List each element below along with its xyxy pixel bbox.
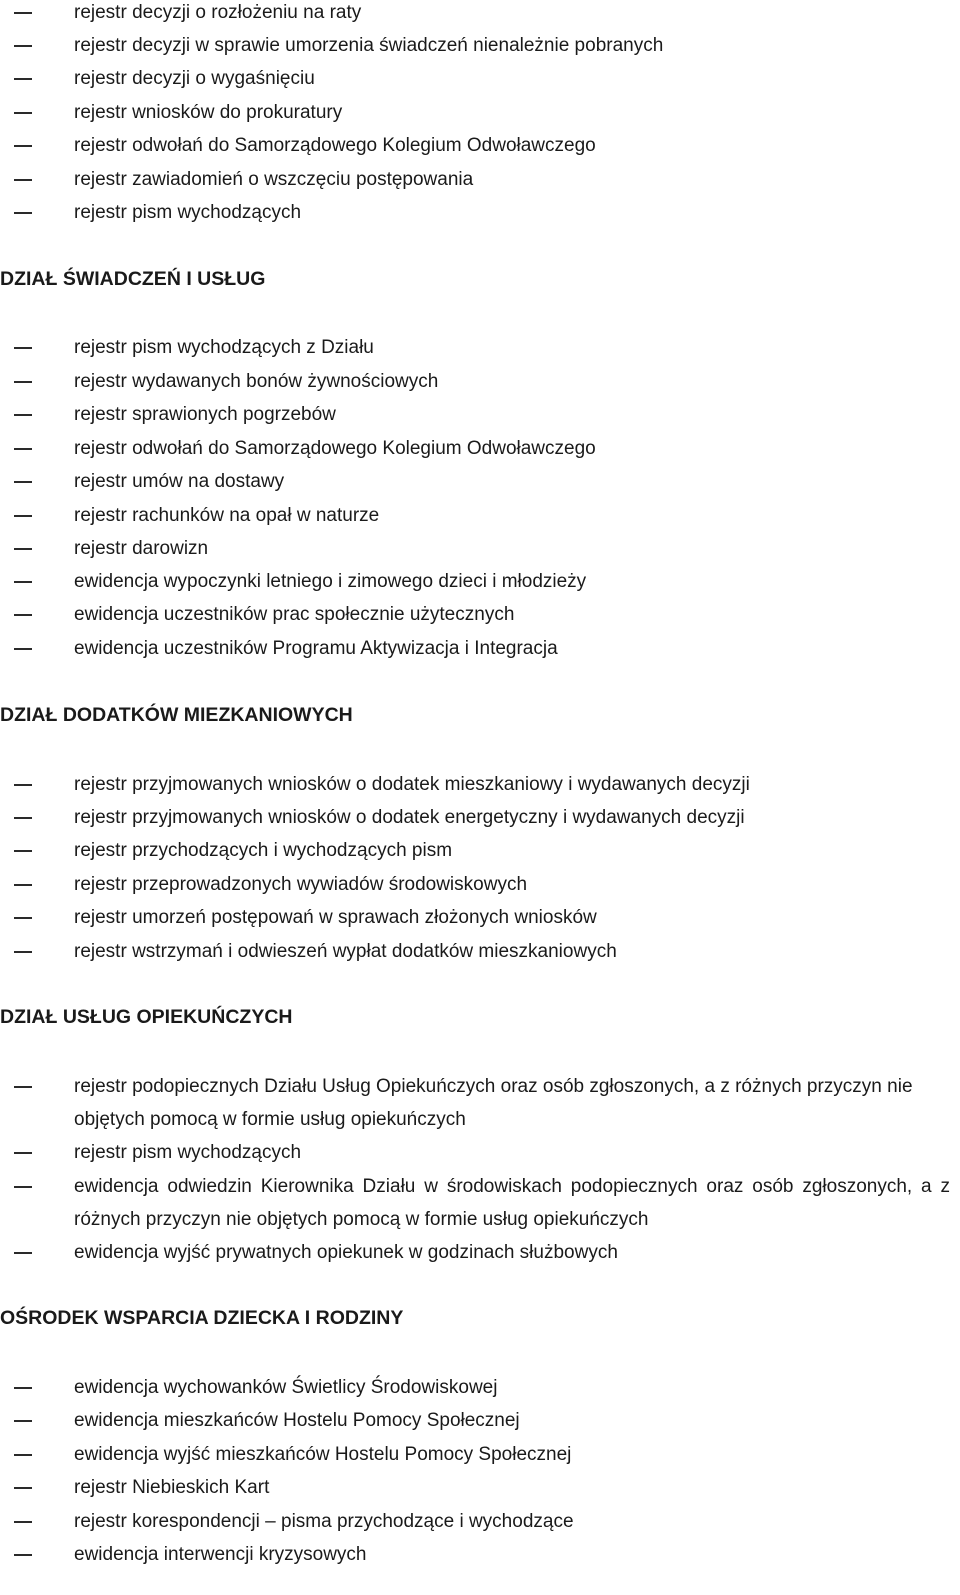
dash-bullet-icon — [14, 1521, 32, 1523]
dash-bullet-icon — [14, 784, 32, 786]
list-item: rejestr pism wychodzących z Działu — [0, 331, 960, 364]
dash-bullet-icon — [14, 1186, 32, 1188]
list-item: ewidencja uczestników Programu Aktywizacja i Integracja — [0, 632, 960, 665]
list-item: ewidencja wychowanków Świetlicy Środowiskowej — [0, 1371, 960, 1404]
list-item: rejestr sprawionych pogrzebów — [0, 398, 960, 431]
dash-bullet-icon — [14, 112, 32, 114]
list-item: rejestr zawiadomień o wszczęciu postępowania — [0, 163, 960, 196]
list-item: rejestr przyjmowanych wniosków o dodatek energetyczny i wydawanych decyzji — [0, 801, 960, 834]
list-item: ewidencja wypoczynki letniego i zimowego dzieci i młodzieży — [0, 565, 960, 598]
list-item: rejestr pism wychodzących — [0, 1136, 960, 1169]
dash-bullet-icon — [14, 1420, 32, 1422]
list-item: rejestr odwołań do Samorządowego Kolegium Odwoławczego — [0, 129, 960, 162]
dash-bullet-icon — [14, 481, 32, 483]
dash-bullet-icon — [14, 850, 32, 852]
dash-bullet-icon — [14, 1152, 32, 1154]
dash-bullet-icon — [14, 1487, 32, 1489]
dash-bullet-icon — [14, 179, 32, 181]
list-item: ewidencja interwencji kryzysowych — [0, 1538, 960, 1571]
list-item: rejestr odwołań do Samorządowego Kolegium Odwoławczego — [0, 432, 960, 465]
list-item: ewidencja wyjść prywatnych opiekunek w godzinach służbowych — [0, 1236, 960, 1269]
list-item: ewidencja uczestników prac społecznie użytecznych — [0, 598, 960, 631]
list-item: rejestr decyzji w sprawie umorzenia świadczeń nienależnie pobranych — [0, 29, 960, 62]
dash-bullet-icon — [14, 614, 32, 616]
list-item: ewidencja odwiedzin Kierownika Działu w środowiskach podopiecznych oraz osób zgłoszonych, a z różnych przyczyn nie objętych pomocą w formie usług opiekuńczych — [0, 1170, 960, 1236]
list-item: rejestr decyzji o rozłożeniu na raty — [0, 0, 960, 29]
list-item: rejestr darowizn — [0, 532, 960, 565]
section-heading: DZIAŁ DODATKÓW MIEZKANIOWYCH — [0, 704, 353, 726]
dash-bullet-icon — [14, 381, 32, 383]
list-item: rejestr przyjmowanych wniosków o dodatek mieszkaniowy i wydawanych decyzji — [0, 768, 960, 801]
section-heading: DZIAŁ USŁUG OPIEKUŃCZYCH — [0, 1006, 293, 1028]
list-item: rejestr rachunków na opał w naturze — [0, 499, 960, 532]
dash-bullet-icon — [14, 917, 32, 919]
list-item: rejestr wydawanych bonów żywnościowych — [0, 365, 960, 398]
dash-bullet-icon — [14, 515, 32, 517]
list-item: rejestr decyzji o wygaśnięciu — [0, 62, 960, 95]
dash-bullet-icon — [14, 1252, 32, 1254]
section-heading: OŚRODEK WSPARCIA DZIECKA I RODZINY — [0, 1307, 404, 1329]
dash-bullet-icon — [14, 1086, 32, 1088]
list-item: rejestr wniosków do prokuratury — [0, 96, 960, 129]
dash-bullet-icon — [14, 648, 32, 650]
dash-bullet-icon — [14, 1454, 32, 1456]
list-item: rejestr przychodzących i wychodzących pism — [0, 834, 960, 867]
dash-bullet-icon — [14, 414, 32, 416]
dash-bullet-icon — [14, 548, 32, 550]
dash-bullet-icon — [14, 12, 32, 14]
list-item: ewidencja mieszkańców Hostelu Pomocy Społecznej — [0, 1404, 960, 1437]
dash-bullet-icon — [14, 145, 32, 147]
dash-bullet-icon — [14, 347, 32, 349]
dash-bullet-icon — [14, 212, 32, 214]
list-item: rejestr umów na dostawy — [0, 465, 960, 498]
section-heading: DZIAŁ ŚWIADCZEŃ I USŁUG — [0, 268, 266, 290]
dash-bullet-icon — [14, 78, 32, 80]
list-item: ewidencja wyjść mieszkańców Hostelu Pomocy Społecznej — [0, 1438, 960, 1471]
dash-bullet-icon — [14, 1554, 32, 1556]
dash-bullet-icon — [14, 951, 32, 953]
dash-bullet-icon — [14, 45, 32, 47]
list-item: rejestr podopiecznych Działu Usług Opiekuńczych oraz osób zgłoszonych, a z różnych przyczyn nie objętych pomocą w formie usług opiekuńczych — [0, 1070, 960, 1136]
list-item: rejestr Niebieskich Kart — [0, 1471, 960, 1504]
list-item: rejestr wstrzymań i odwieszeń wypłat dodatków mieszkaniowych — [0, 935, 960, 968]
dash-bullet-icon — [14, 884, 32, 886]
list-item: rejestr korespondencji – pisma przychodzące i wychodzące — [0, 1505, 960, 1538]
dash-bullet-icon — [14, 581, 32, 583]
list-item: rejestr umorzeń postępowań w sprawach złożonych wniosków — [0, 901, 960, 934]
list-item: rejestr przeprowadzonych wywiadów środowiskowych — [0, 868, 960, 901]
list-item: rejestr pism wychodzących — [0, 196, 960, 229]
dash-bullet-icon — [14, 817, 32, 819]
dash-bullet-icon — [14, 1387, 32, 1389]
dash-bullet-icon — [14, 448, 32, 450]
